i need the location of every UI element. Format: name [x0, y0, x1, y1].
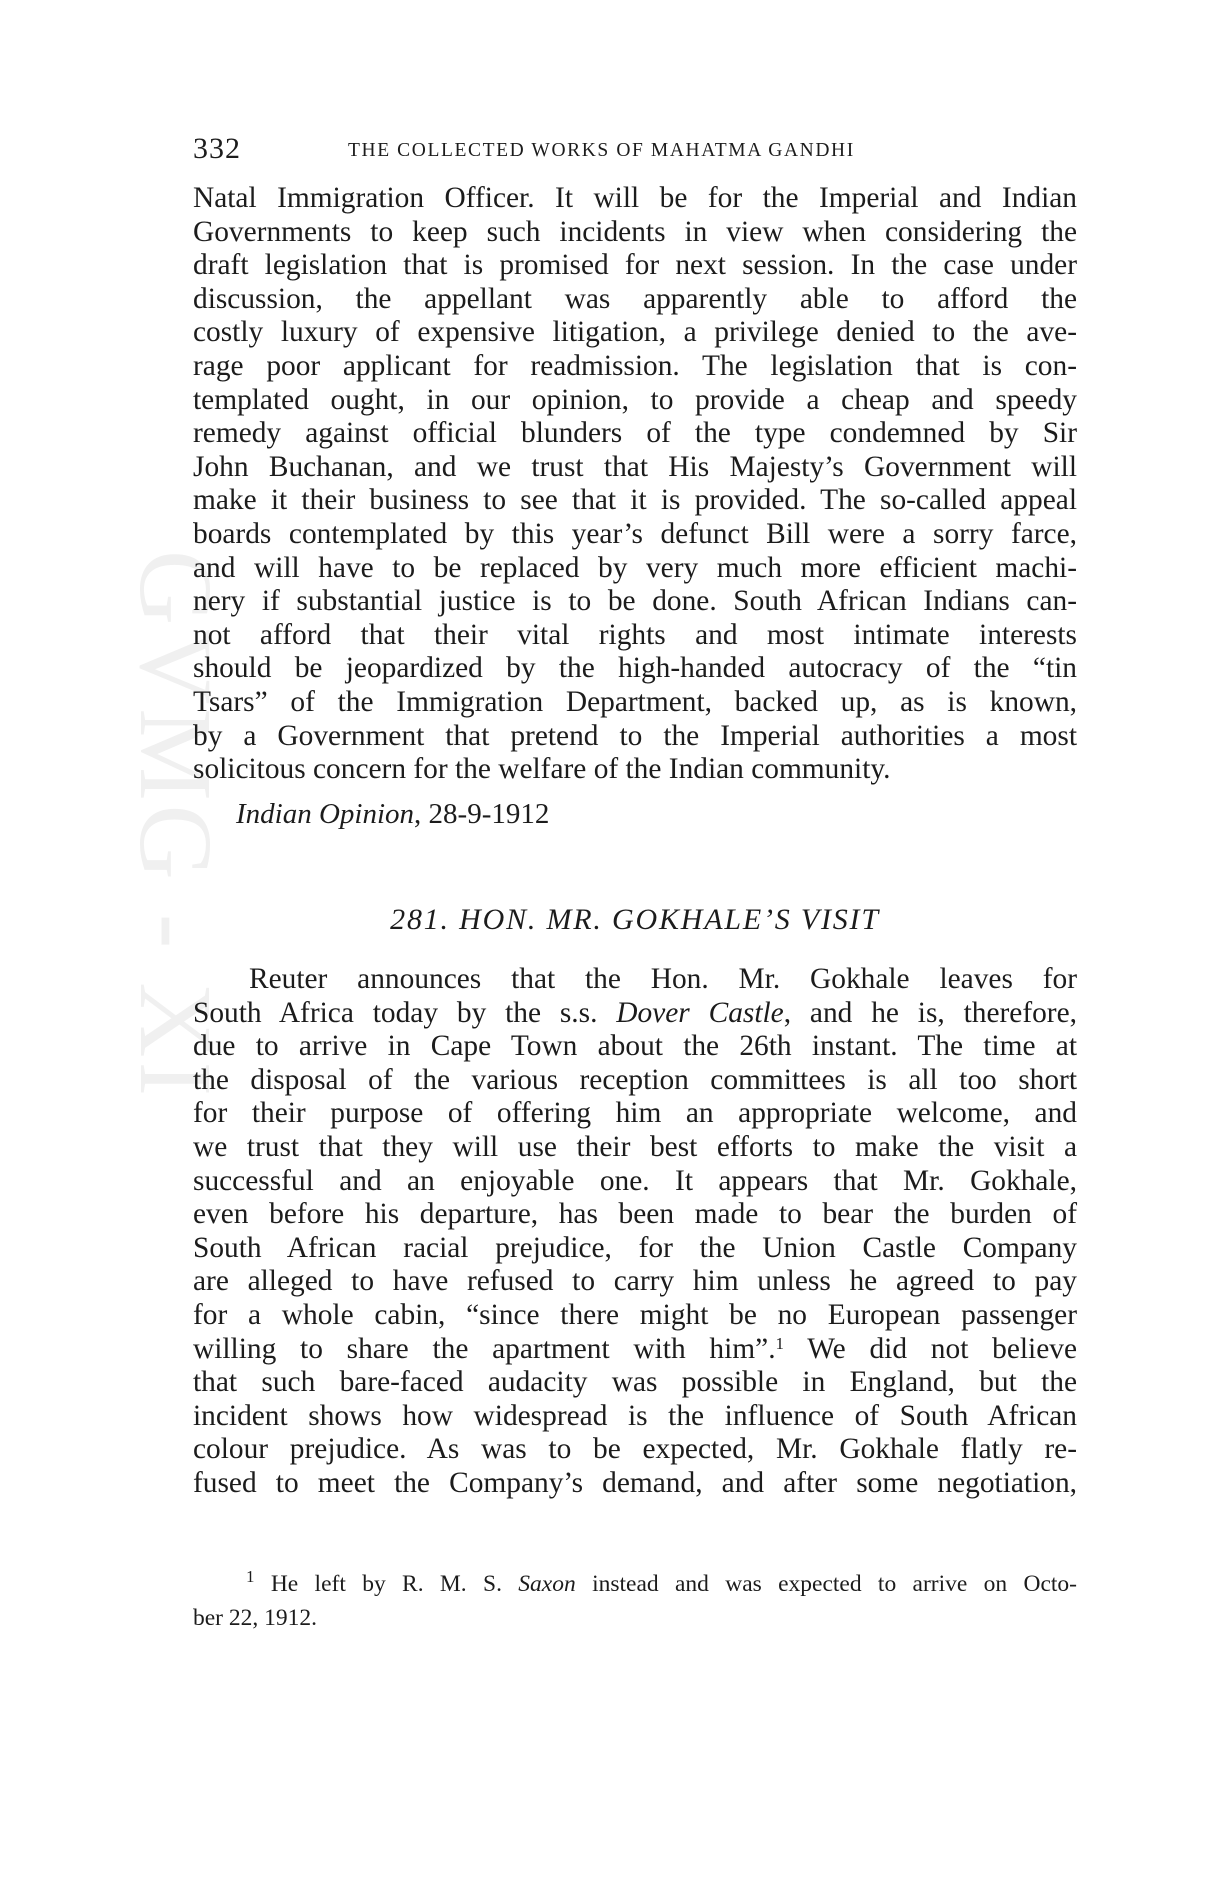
text-line: and will have to be replaced by very much more efficient machi- — [193, 551, 1077, 584]
text-line: incident shows how widespread is the influence of South African — [193, 1399, 1077, 1432]
text-line: Governments to keep such incidents in view when considering the — [193, 215, 1077, 248]
page-number: 332 — [193, 132, 241, 165]
footnote-line: ber 22, 1912. — [193, 1605, 318, 1631]
article-title: 281. HON. MR. GOKHALE’S VISIT — [390, 903, 880, 936]
source-citation — [236, 798, 549, 831]
text-line: solicitous concern for the welfare of the Indian community. — [193, 753, 891, 786]
text-line: South Africa today by the s.s. Dover Castle, and he is, therefore, — [193, 996, 1077, 1029]
text-line: nery if substantial justice is to be done. South African Indians can- — [193, 585, 1077, 618]
text-line: rage poor applicant for readmission. The legislation that is con- — [193, 349, 1077, 382]
footnote-line: $^1$ He left by R. M. S. Saxon instead and was expected to arrive on Octo- — [246, 1567, 1077, 1597]
text-line: colour prejudice. As was to be expected, Mr. Gokhale flatly re- — [193, 1433, 1077, 1466]
text-line: we trust that they will use their best efforts to make the visit a — [193, 1130, 1077, 1163]
article-body — [193, 963, 1077, 1501]
text-line: Reuter announces that the Hon. Mr. Gokhale leaves for — [249, 963, 1077, 995]
text-line: Natal Immigration Officer. It will be for the Imperial and Indian — [193, 182, 1077, 214]
watermark-text: GVMG - XI — [118, 550, 233, 1101]
text-line: should be jeopardized by the high-handed autocracy of the “tin — [193, 652, 1077, 685]
text-line: are alleged to have refused to carry him unless he agreed to pay — [193, 1265, 1077, 1298]
text-line: not afford that their vital rights and most intimate interests — [193, 618, 1077, 651]
text-line: Tsars” of the Immigration Department, backed up, as is known, — [193, 685, 1077, 718]
text-line: for a whole cabin, “since there might be no European passenger — [193, 1298, 1077, 1331]
running-head: THE COLLECTED WORKS OF MAHATMA GANDHI — [348, 140, 855, 161]
text-line: John Buchanan, and we trust that His Majesty’s Government will — [193, 450, 1077, 483]
text-line: by a Government that pretend to the Imperial authorities a most — [193, 719, 1077, 752]
text-line: templated ought, in our opinion, to provide a cheap and speedy — [193, 383, 1077, 416]
text-line: boards contemplated by this year’s defunct Bill were a sorry farce, — [193, 517, 1077, 550]
footnote — [193, 1568, 1077, 1635]
text-line: the disposal of the various reception committees is all too short — [193, 1063, 1077, 1096]
publication-date: , 28-9-1912 — [414, 798, 550, 830]
ship-name: Dover Castle — [616, 996, 784, 1029]
footnote-marker: 1 — [246, 1567, 255, 1586]
text-line: successful and an enjoyable one. It appears that Mr. Gokhale, — [193, 1164, 1077, 1197]
text-line: costly luxury of expensive litigation, a privilege denied to the ave- — [193, 316, 1077, 349]
text-line: even before his departure, has been made to bear the burden of — [193, 1198, 1077, 1231]
footnote-ref[interactable]: 1 — [775, 1333, 785, 1353]
text-line: for their purpose of offering him an appropriate welcome, and — [193, 1097, 1077, 1130]
publication-name: Indian Opinion — [236, 798, 415, 830]
page-header — [193, 132, 1077, 166]
text-line: discussion, the appellant was apparently able to afford the — [193, 282, 1077, 315]
text-line: make it their business to see that it is provided. The so-called appeal — [193, 484, 1077, 517]
paragraph-continued — [193, 182, 1077, 787]
text-line: due to arrive in Cape Town about the 26th instant. The time at — [193, 1030, 1077, 1063]
text-line: that such bare-faced audacity was possible in England, but the — [193, 1366, 1077, 1399]
text-line: draft legislation that is promised for next session. In the case under — [193, 249, 1077, 282]
text-line: fused to meet the Company’s demand, and after some negotiation, — [193, 1466, 1077, 1499]
text-line: remedy against official blunders of the type condemned by Sir — [193, 417, 1077, 450]
footnote-ship-name: Saxon — [518, 1571, 576, 1597]
text-line: South African racial prejudice, for the Union Castle Company — [193, 1231, 1077, 1264]
text-line: willing to share the apartment with him”.$^1$ We did not believe — [193, 1332, 1077, 1365]
